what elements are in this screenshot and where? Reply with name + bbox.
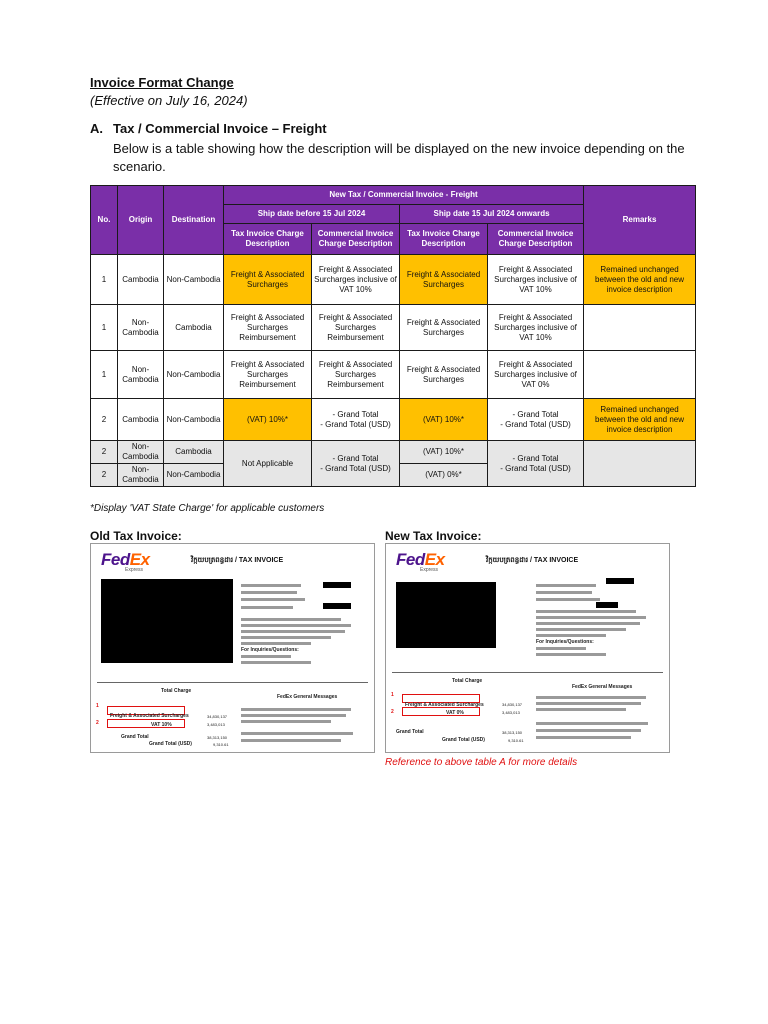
redacted-field <box>596 602 618 608</box>
header-tax-onwards: Tax Invoice Charge Description <box>400 224 488 255</box>
annotation-box-2 <box>107 719 185 728</box>
header-no: No. <box>91 186 118 255</box>
cell-commercial-onwards: Freight & Associated Surcharges inclusive of VAT 10% <box>488 255 584 305</box>
cell-destination: Cambodia <box>164 305 224 351</box>
fedex-logo: FedEx <box>396 550 445 569</box>
total-charge-label: Total Charge <box>161 688 192 694</box>
header-tax-before: Tax Invoice Charge Description <box>224 224 312 255</box>
cell-commercial-onwards: - Grand Total - Grand Total (USD) <box>488 441 584 487</box>
cell-origin: Cambodia <box>118 255 164 305</box>
cell-commercial-onwards: - Grand Total - Grand Total (USD) <box>488 399 584 441</box>
header-commercial-onwards: Commercial Invoice Charge Description <box>488 224 584 255</box>
table-row <box>91 399 696 441</box>
redacted-field <box>323 582 351 588</box>
cell-tax-onwards: Freight & Associated Surcharges <box>400 255 488 305</box>
cell-no: 1 <box>91 255 118 305</box>
cell-origin: Non-Cambodia <box>118 464 164 487</box>
old-invoice-title: Old Tax Invoice: <box>90 529 182 543</box>
cell-remarks <box>584 441 696 487</box>
total-charge-label: Total Charge <box>452 678 483 684</box>
cell-remarks: Remained unchanged between the old and new invoice description <box>584 399 696 441</box>
inquiries-label: For Inquiries/Questions: <box>536 639 594 645</box>
cell-remarks <box>584 351 696 399</box>
logo-subtitle: Express <box>420 567 439 573</box>
header-commercial-before: Commercial Invoice Charge Description <box>312 224 400 255</box>
effective-date: (Effective on July 16, 2024) <box>90 93 248 108</box>
table-row <box>91 305 696 351</box>
cell-origin: Non-Cambodia <box>118 351 164 399</box>
header-origin: Origin <box>118 186 164 255</box>
cell-commercial-before: Freight & Associated Surcharges Reimbursement <box>312 351 400 399</box>
freight-line: Freight & Associated Surcharges <box>110 713 189 719</box>
grand-total-label: Grand Total <box>396 729 424 735</box>
footnote: *Display 'VAT State Charge' for applicable customers <box>90 503 325 514</box>
cell-no: 2 <box>91 441 118 464</box>
new-invoice-title: New Tax Invoice: <box>385 529 482 543</box>
section-a-title <box>90 121 327 136</box>
logo-subtitle: Express <box>125 567 144 573</box>
redacted-field <box>323 603 351 609</box>
section-title: Tax / Commercial Invoice – Freight <box>113 121 327 136</box>
header-ship-before: Ship date before 15 Jul 2024 <box>224 205 400 224</box>
invoice-heading: វិក្កយបត្រពន្ធដារ / TAX INVOICE <box>191 557 284 564</box>
cell-destination: Non-Cambodia <box>164 464 224 487</box>
table-row <box>91 351 696 399</box>
cell-commercial-onwards: Freight & Associated Surcharges inclusive of VAT 0% <box>488 351 584 399</box>
general-messages-label: FedEx General Messages <box>277 694 338 700</box>
intro-text: Below is a table showing how the description will be displayed on the new invoice depending on the scenario. <box>113 141 685 174</box>
cell-tax-before: Freight & Associated Surcharges <box>224 255 312 305</box>
cell-destination: Cambodia <box>164 441 224 464</box>
cell-commercial-before: Freight & Associated Surcharges Reimbursement <box>312 305 400 351</box>
cell-origin: Non-Cambodia <box>118 441 164 464</box>
general-messages-label: FedEx General Messages <box>572 684 633 690</box>
fedex-logo: FedEx <box>101 550 150 569</box>
cell-destination: Non-Cambodia <box>164 255 224 305</box>
header-ship-onwards: Ship date 15 Jul 2024 onwards <box>400 205 584 224</box>
cell-remarks: Remained unchanged between the old and new invoice description <box>584 255 696 305</box>
cell-commercial-onwards: Freight & Associated Surcharges inclusive of VAT 10% <box>488 305 584 351</box>
cell-origin: Cambodia <box>118 399 164 441</box>
grand-total-usd-label: Grand Total (USD) <box>149 741 192 747</box>
reference-note: Reference to above table A for more details <box>385 757 578 768</box>
redacted-address-block <box>101 579 233 663</box>
cell-no: 1 <box>91 351 118 399</box>
cell-tax-onwards: (VAT) 0%* <box>400 464 488 487</box>
cell-tax-before: Not Applicable <box>224 441 312 487</box>
cell-origin: Non-Cambodia <box>118 305 164 351</box>
cell-no: 2 <box>91 399 118 441</box>
cell-tax-onwards: (VAT) 10%* <box>400 399 488 441</box>
table-row <box>91 441 696 464</box>
cell-commercial-before: - Grand Total - Grand Total (USD) <box>312 441 400 487</box>
cell-destination: Non-Cambodia <box>164 399 224 441</box>
section-number: A. <box>90 121 103 136</box>
grand-total-label: Grand Total <box>121 734 149 740</box>
cell-tax-before: (VAT) 10%* <box>224 399 312 441</box>
grand-total-usd-label: Grand Total (USD) <box>442 737 485 743</box>
inquiries-label: For Inquiries/Questions: <box>241 647 299 653</box>
vat-line: VAT 10% <box>151 722 172 728</box>
redacted-address-block <box>396 582 496 648</box>
cell-tax-before: Freight & Associated Surcharges Reimbursement <box>224 305 312 351</box>
table-row <box>91 255 696 305</box>
header-remarks: Remarks <box>584 186 696 255</box>
cell-no: 2 <box>91 464 118 487</box>
cell-tax-before: Freight & Associated Surcharges Reimbursement <box>224 351 312 399</box>
freight-line: Freight & Associated Surcharges <box>405 702 484 708</box>
cell-tax-onwards: Freight & Associated Surcharges <box>400 351 488 399</box>
cell-commercial-before: Freight & Associated Surcharges inclusive of VAT 10% <box>312 255 400 305</box>
cell-no: 1 <box>91 305 118 351</box>
vat-line: VAT 0% <box>446 710 464 716</box>
cell-tax-onwards: (VAT) 10%* <box>400 441 488 464</box>
header-destination: Destination <box>164 186 224 255</box>
new-tax-invoice-image: FedEx Express វិក្កយបត្រពន្ធដារ / TAX INVOICE For Inquiries/Questions: Total Charge FedEx General Messages 1 Freight & Associated Surcharges 34,830,137 2 VAT 0% 3,483,013 Grand Total 38,313,150 Grand Total (USD) 9,310.61 <box>385 543 670 753</box>
redacted-field <box>606 578 634 584</box>
old-tax-invoice-image: FedEx Express វិក្កយបត្រពន្ធដារ / TAX INVOICE For Inquiries/Questions: Total Charge FedEx General Messages 1 Freight & Associated Surcharges 34,830,137 2 VAT 10% 3,483,013 Grand Total 38,313,150 Grand Total (USD) 9,310.61 <box>90 543 375 753</box>
cell-tax-onwards: Freight & Associated Surcharges <box>400 305 488 351</box>
header-new-invoice-group: New Tax / Commercial Invoice - Freight <box>224 186 584 205</box>
invoice-heading: វិក្កយបត្រពន្ធដារ / TAX INVOICE <box>486 557 579 564</box>
cell-commercial-before: - Grand Total - Grand Total (USD) <box>312 399 400 441</box>
cell-remarks <box>584 305 696 351</box>
annotation-box-2 <box>402 707 480 716</box>
freight-description-table <box>90 185 696 487</box>
cell-destination: Non-Cambodia <box>164 351 224 399</box>
doc-heading: Invoice Format Change <box>90 75 234 90</box>
